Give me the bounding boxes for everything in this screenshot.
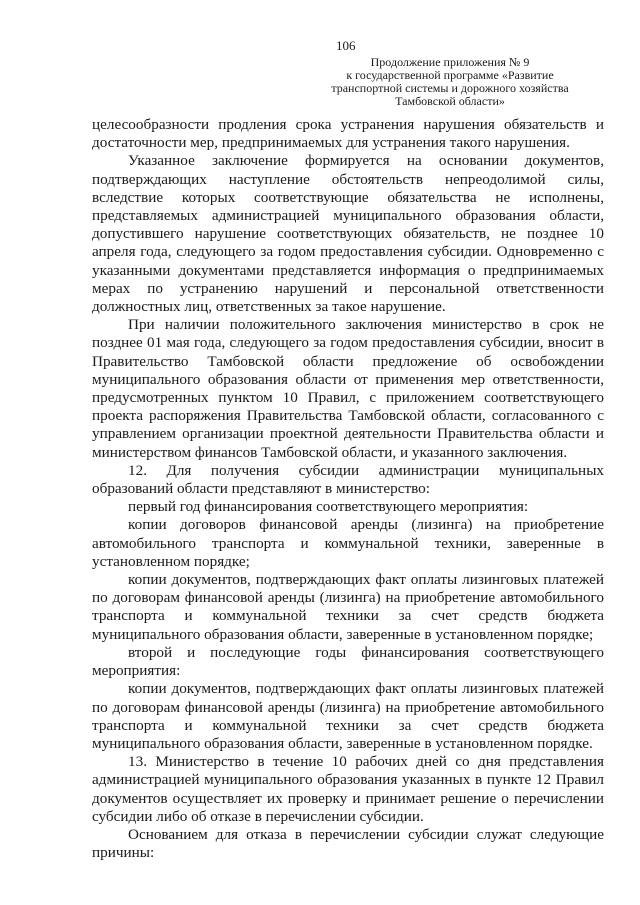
appendix-header-line: транспортной системы и дорожного хозяйства	[331, 81, 569, 95]
paragraph-continuation: целесообразности продления срока устранения нарушения обязательств и достаточности мер, предпринимаемых для устранения такого нарушения.	[92, 116, 604, 152]
page-number: 106	[336, 38, 356, 53]
paragraph-item-12: 12. Для получения субсидии администрации муниципальных образований области представляют в министерство:	[92, 461, 604, 498]
appendix-header-line: к государственной программе «Развитие	[346, 68, 554, 82]
paragraph-positive-conclusion: При наличии положительного заключения министерство в срок не позднее 01 мая года, следующего за годом предоставления субсидии, вносит в Правительство Тамбовской области предложение об освобождении муниципального образования области от применения мер ответственности, предусмотренных пунктом 10 Правил, с приложением соответствующего проекта распоряжения Правительства Тамбовской области, согласованного с управлением организации проектной деятельности Правительства области и министерством финансов Тамбовской области, и указанного заключения.	[92, 316, 604, 461]
paragraph-payment-documents: копии документов, подтверждающих факт оплаты лизинговых платежей по договорам финансовой аренды (лизинга) на приобретение автомобильного транспорта и коммунальной техники за счет средств бюджета муниципального образования области, заверенные в установленном порядке;	[92, 571, 604, 643]
appendix-header-line: Продолжение приложения № 9	[370, 55, 530, 69]
appendix-header	[300, 56, 600, 108]
appendix-header-line: Тамбовской области»	[395, 94, 505, 108]
paragraph-payment-documents-2: копии документов, подтверждающих факт оплаты лизинговых платежей по договорам финансовой аренды (лизинга) на приобретение автомобильного транспорта и коммунальной техники за счет средств бюджета муниципального образования области, заверенные в установленном порядке.	[92, 680, 604, 752]
paragraph-item-13: 13. Министерство в течение 10 рабочих дней со дня представления администрацией муниципального образования указанных в пункте 12 Правил документов осуществляет их проверку и принимает решение о перечислении субсидии либо об отказе в перечислении субсидии.	[92, 753, 604, 825]
paragraph-first-year: первый год финансирования соответствующего мероприятия:	[128, 498, 529, 516]
paragraph-conclusion-basis: Указанное заключение формируется на основании документов, подтверждающих наступление обстоятельств непреодолимой силы, вследствие которых соответствующие обязательства не исполнены, представляемых администрацией муниципального образования области, допустившего нарушение соответствующих обязательств, не позднее 10 апреля года, следующего за годом предоставления субсидии. Одновременно с указанными документами представляется информация о предпринимаемых мерах по устранению нарушений и персональной ответственности должностных лиц, ответственных за такое нарушение.	[92, 152, 604, 316]
paragraph-lease-contracts: копии договоров финансовой аренды (лизинга) на приобретение автомобильного транспорта и коммунальной техники, заверенные в установленном порядке;	[92, 516, 604, 570]
paragraph-refusal-reasons: Основанием для отказа в перечислении субсидии служат следующие причины:	[92, 825, 604, 862]
paragraph-subsequent-years: второй и последующие годы финансирования соответствующего мероприятия:	[92, 643, 604, 680]
document-body	[92, 116, 604, 862]
